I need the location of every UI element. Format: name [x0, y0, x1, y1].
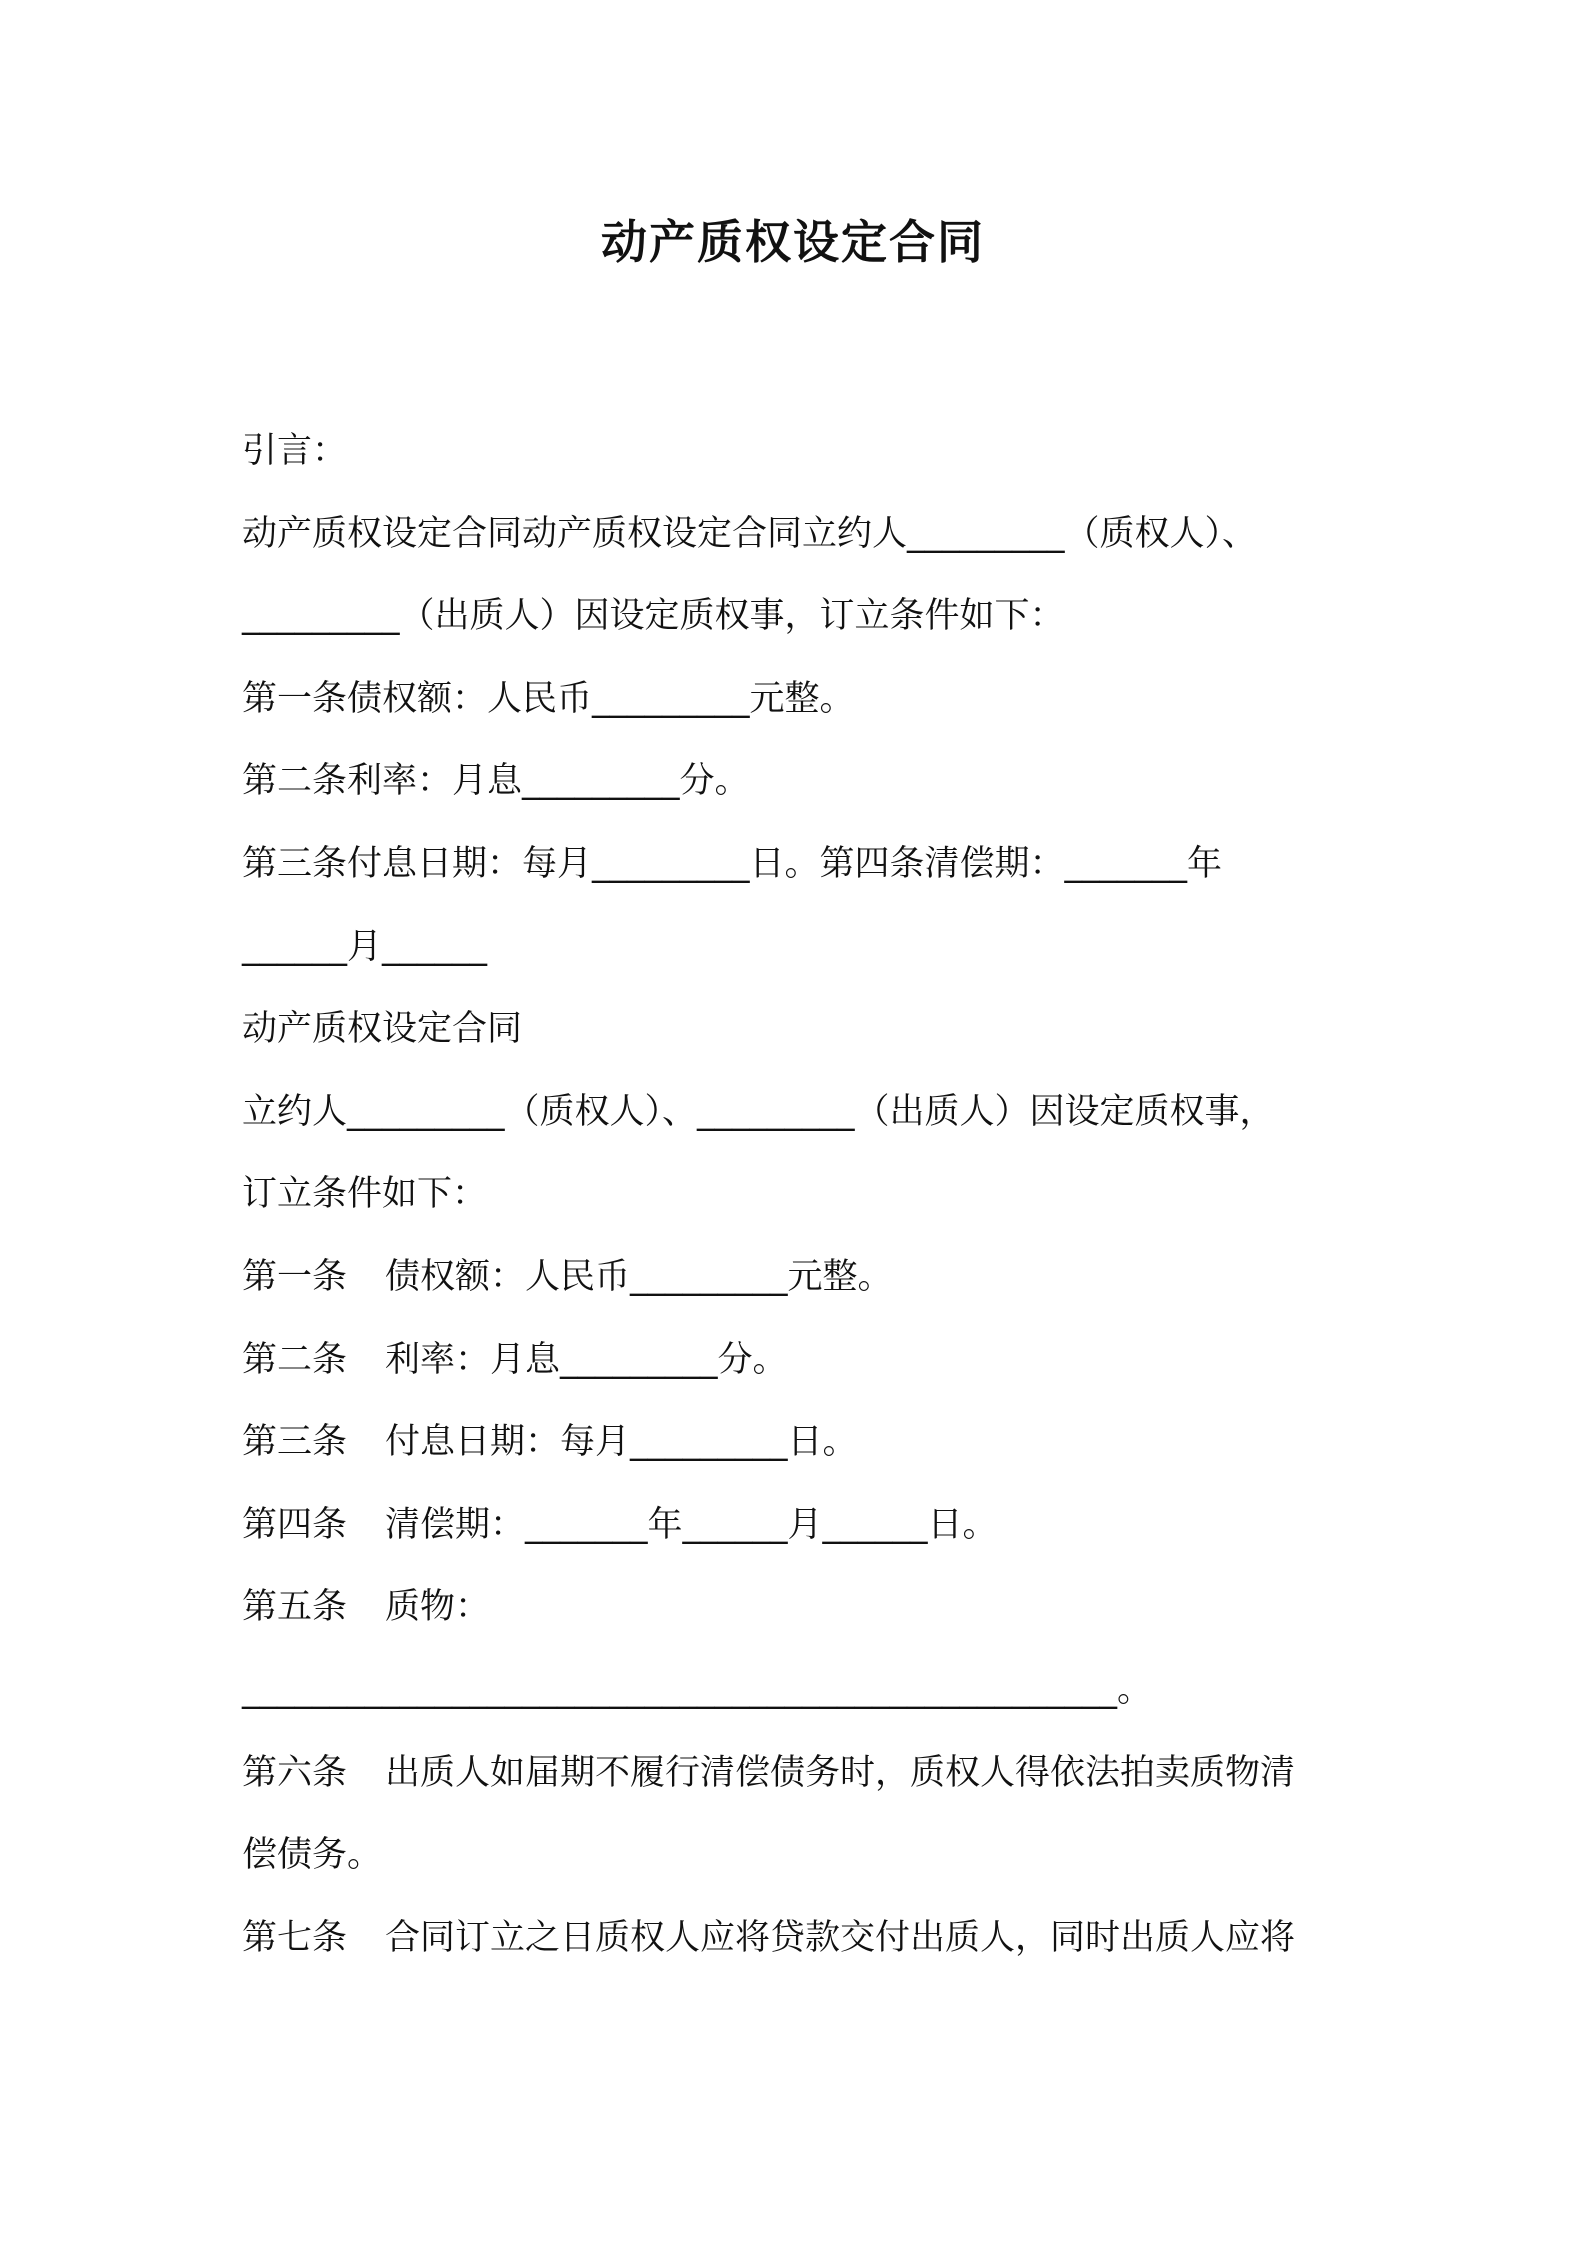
article-5: [242, 1566, 1382, 1649]
article-number: 第二条: [242, 1339, 348, 1380]
article-number: 第七条: [242, 1917, 348, 1958]
intro-article-4-cont: ______月______: [242, 926, 488, 967]
intro-article-2: 第二条利率：月息_________分。: [242, 761, 750, 802]
article-number: 第五条: [242, 1587, 348, 1628]
pledge-blank-line: __________________________________________________。: [242, 1669, 1153, 1710]
parties-line-1: 立约人_________（质权人）、_________（出质人）因设定质权事，: [242, 1091, 1275, 1132]
contract-subtitle: 动产质权设定合同: [242, 1009, 523, 1050]
article-number: 第四条: [242, 1504, 348, 1545]
article-6: [242, 1732, 1382, 1815]
article-text: 质物：: [385, 1587, 491, 1628]
article-4: [242, 1484, 1382, 1567]
article-1: [242, 1236, 1382, 1319]
intro-line-1: 动产质权设定合同动产质权设定合同立约人_________（质权人）、: [242, 513, 1258, 554]
intro-line-2: _________（出质人）因设定质权事，订立条件如下：: [242, 596, 1065, 637]
article-number: 第六条: [242, 1752, 348, 1793]
document-title: 动产质权设定合同: [601, 215, 985, 269]
article-3: [242, 1401, 1382, 1484]
article-6-cont: 偿债务。: [242, 1835, 383, 1876]
article-text: 出质人如届期不履行清偿债务时，质权人得依法拍卖质物清: [385, 1752, 1296, 1793]
intro-heading: 引言：: [242, 431, 348, 471]
article-text: 债权额：人民币_________元整。: [385, 1256, 893, 1297]
article-7: [242, 1897, 1382, 1980]
parties-line-2: 订立条件如下：: [242, 1174, 488, 1215]
article-text: 利率：月息_________分。: [385, 1339, 788, 1380]
intro-article-3-4: 第三条付息日期：每月_________日。第四条清偿期：_______年: [242, 843, 1223, 884]
article-number: 第一条: [242, 1256, 348, 1297]
article-number: 第三条: [242, 1422, 348, 1463]
article-2: [242, 1319, 1382, 1402]
article-text: 付息日期：每月_________日。: [385, 1422, 858, 1463]
document-body: [242, 410, 1382, 1979]
article-text: 清偿期：_______年______月______日。: [385, 1504, 998, 1545]
article-text: 合同订立之日质权人应将贷款交付出质人，同时出质人应将: [385, 1917, 1296, 1958]
intro-article-1: 第一条债权额：人民币_________元整。: [242, 678, 855, 719]
